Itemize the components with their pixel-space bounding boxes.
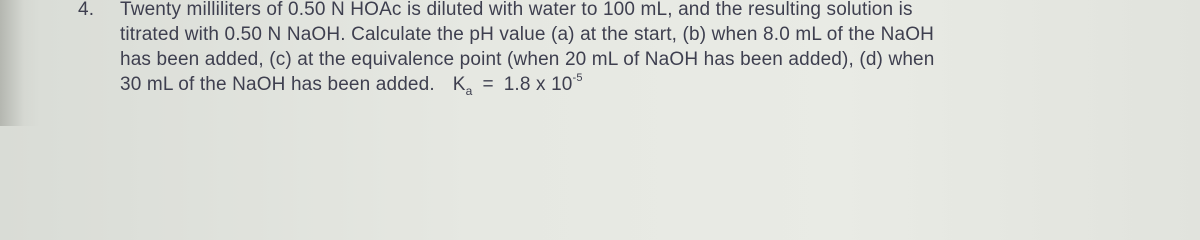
problem-line-4-text: 30 mL of the NaOH has been added.	[120, 74, 435, 95]
ka-symbol: K	[452, 74, 466, 95]
problem-line-1: Twenty milliliters of 0.50 N HOAc is diluted with water to 100 mL, and the resulting solution is	[120, 0, 913, 20]
problem-line-2: titrated with 0.50 N NaOH. Calculate the pH value (a) at the start, (b) when 8.0 mL of the NaOH	[120, 24, 935, 45]
ka-exponent: -5	[572, 72, 583, 84]
page-edge-shadow	[0, 0, 40, 126]
problem-line-3: has been added, (c) at the equivalence point (when 20 mL of NaOH has been added), (d) when	[120, 49, 935, 70]
problem-line-4	[120, 72, 583, 100]
ka-value: 1.8 x 10	[503, 74, 573, 95]
problem-number: 4.	[78, 0, 95, 20]
ka-subscript: a	[465, 84, 473, 98]
ka-equals: =	[482, 74, 494, 95]
